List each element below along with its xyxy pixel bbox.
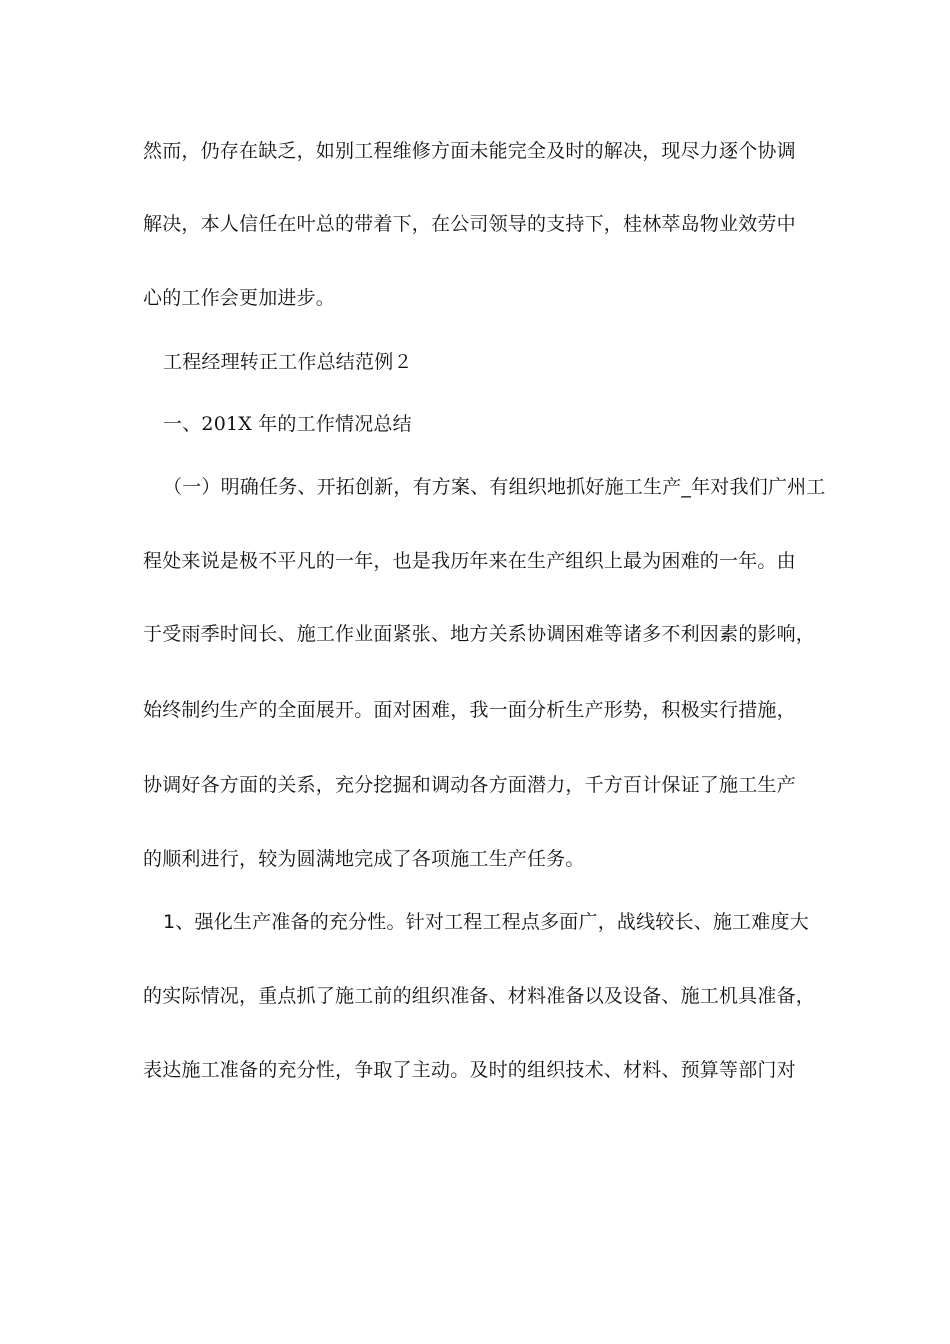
paragraph-line: 心的工作会更加进步。 [143,287,336,309]
subsection-heading: （一）明确任务、开拓创新，有方案、有组织地抓好施工生产_年对我们广州工 [163,476,826,498]
paragraph-line: 始终制约生产的全面展开。面对困难，我一面分析生产形势，积极实行措施， [143,699,796,721]
paragraph-line: 解决，本人信任在叶总的带着下，在公司领导的支持下，桂林萃岛物业效劳中 [143,213,796,235]
section-title: 工程经理转正工作总结范例２ [163,351,413,373]
list-item-heading: 1、强化生产准备的充分性。针对工程工程点多面广，战线较长、施工难度大 [163,911,809,933]
paragraph-line: 的实际情况，重点抓了施工前的组织准备、材料准备以及设备、施工机具准备， [143,985,816,1007]
paragraph-line: 表达施工准备的充分性，争取了主动。及时的组织技术、材料、预算等部门对 [143,1059,796,1081]
paragraph-line: 的顺利进行，较为圆满地完成了各项施工生产任务。 [143,848,585,870]
paragraph-line: 然而，仍存在缺乏，如别工程维修方面未能完全及时的解决，现尽力逐个协调 [143,140,796,162]
paragraph-line: 协调好各方面的关系，充分挖掘和调动各方面潜力，千方百计保证了施工生产 [143,774,796,796]
paragraph-line: 于受雨季时间长、施工作业面紧张、地方关系协调困难等诸多不利因素的影响， [143,623,816,645]
section-heading: 一、201X 年的工作情况总结 [163,413,412,435]
paragraph-line: 程处来说是极不平凡的一年，也是我历年来在生产组织上最为困难的一年。由 [143,550,796,572]
